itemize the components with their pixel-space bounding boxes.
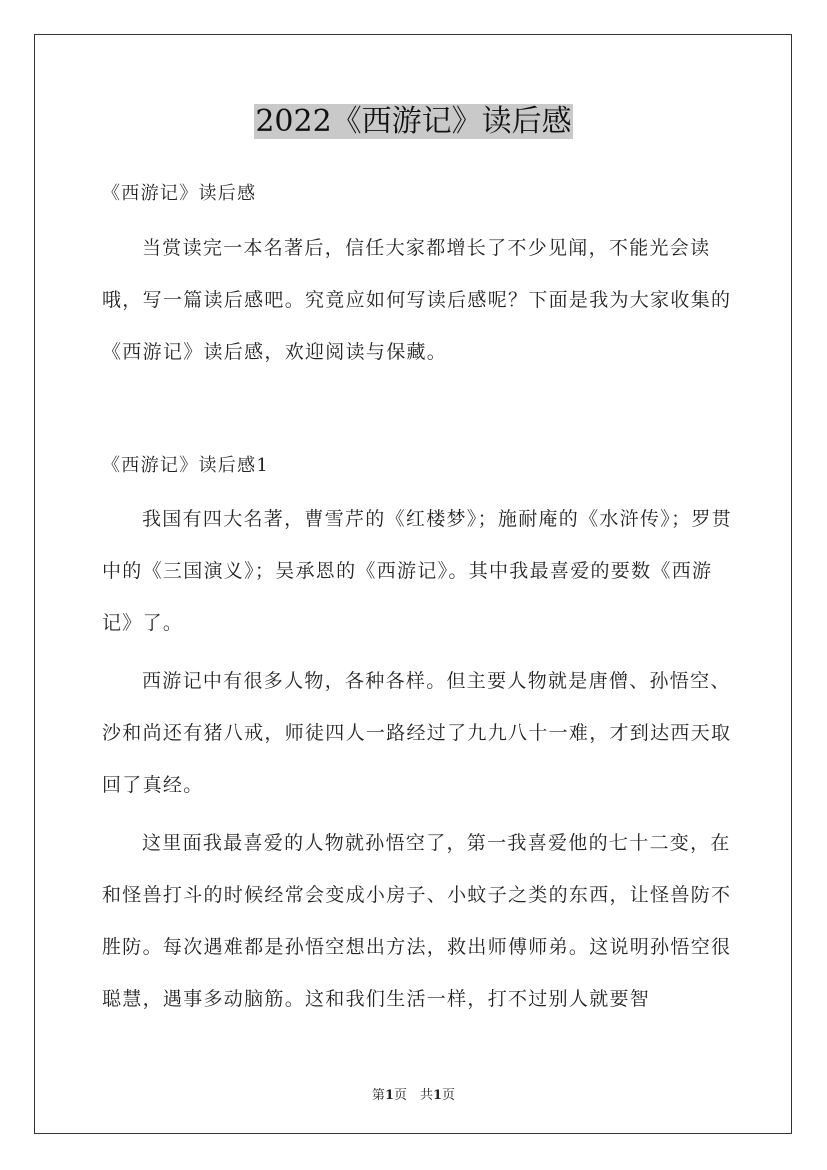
title-text: 2022《西游记》读后感 xyxy=(255,104,572,139)
body-paragraph-3: 这里面我最喜爱的人物就孙悟空了，第一我喜爱他的七十二变，在和怪兽打斗的时候经常会变成小房子、小蚊子之类的东西，让怪兽防不胜防。每次遇难都是孙悟空想出方法，救出师傅师弟。这说明孙悟空很聪慧，遇事多动脑筋。这和我们生活一样，打不过别人就要智 xyxy=(102,832,732,1010)
body-paragraph-2: 西游记中有很多人物，各种各样。但主要人物就是唐僧、孙悟空、沙和尚还有猪八戒，师徒四人一路经过了九九八十一难，才到达西天取回了真经。 xyxy=(102,670,732,796)
section-heading-intro: 《西游记》读后感 xyxy=(102,183,257,204)
section-heading-1: 《西游记》读后感1 xyxy=(102,455,270,476)
footer-post: 页 xyxy=(442,1088,456,1103)
intro-paragraph: 当赏读完一本名著后，信任大家都增长了不少见闻，不能光会读哦，写一篇读后感吧。究竟应如何写读后感呢？下面是我为大家收集的《西游记》读后感，欢迎阅读与保藏。 xyxy=(102,237,732,363)
footer-pre: 第 xyxy=(371,1088,385,1103)
footer-page-number: 1 xyxy=(384,1088,394,1103)
footer-mid: 页 共 xyxy=(393,1088,433,1103)
page-footer xyxy=(0,1084,827,1103)
footer-total-pages: 1 xyxy=(433,1088,443,1103)
body-paragraph-1: 我国有四大名著，曹雪芹的《红楼梦》；施耐庵的《水浒传》；罗贯中的《三国演义》；吴承恩的《西游记》。其中我最喜爱的要数《西游记》了。 xyxy=(102,508,733,634)
document-title xyxy=(0,102,827,142)
